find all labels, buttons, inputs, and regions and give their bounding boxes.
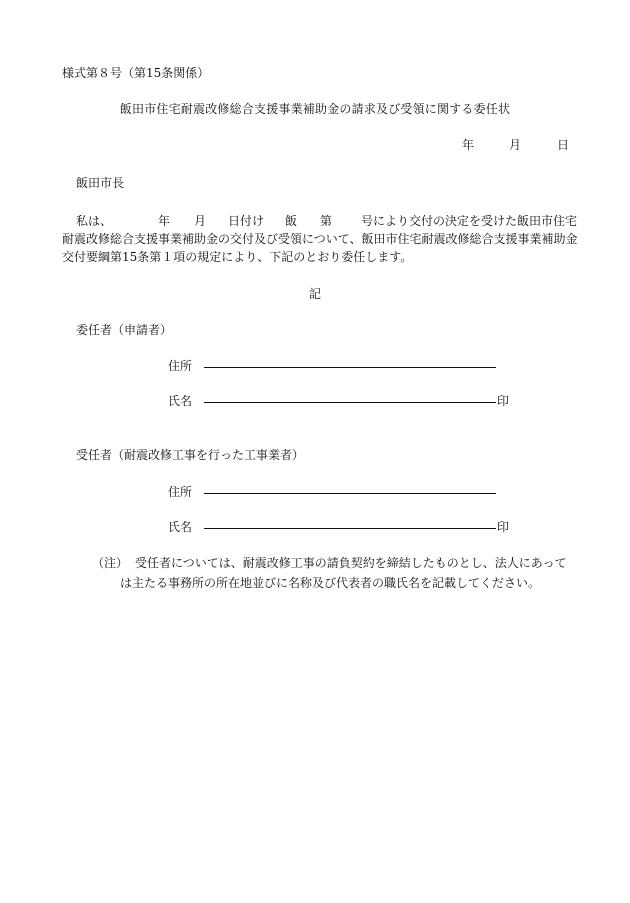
body-dated: 日付け (228, 214, 265, 228)
note-line-2: は主たる事務所の所在地並びに名称及び代表者の職氏名を記載してください。 (120, 576, 541, 590)
delegator-name-label: 氏名 (168, 394, 193, 408)
date-month-label: 月 (509, 138, 522, 152)
delegate-heading: 受任者（耐震改修工事を行った工事業者） (76, 448, 305, 462)
delegate-address-label: 住所 (168, 485, 193, 499)
body-dai: 第 (320, 214, 333, 228)
ki-heading: 記 (308, 287, 321, 301)
delegator-name-field[interactable] (204, 402, 496, 403)
delegate-address-field[interactable] (204, 493, 496, 494)
addressee: 飯田市長 (76, 176, 125, 190)
delegator-address-field[interactable] (204, 367, 496, 368)
form-number: 様式第８号（第15条関係） (62, 66, 210, 80)
delegate-name-field[interactable] (204, 528, 496, 529)
delegate-name-label: 氏名 (168, 520, 193, 534)
note-tag: （注） (92, 556, 129, 570)
body-watashi: 私は、 (76, 214, 113, 228)
delegator-seal-mark: 印 (497, 394, 510, 408)
date-year-label: 年 (462, 138, 475, 152)
body-line-1 (62, 212, 578, 228)
delegator-heading: 委任者（申請者） (76, 323, 173, 337)
delegator-address-label: 住所 (168, 359, 193, 373)
body-year: 年 (158, 214, 171, 228)
body-ii: 飯 (285, 214, 298, 228)
body-line1-rest: 号により交付の決定を受けた飯田市住宅 (361, 214, 578, 228)
note-line-1: 受任者については、耐震改修工事の請負契約を締結したものとし、法人にあって (135, 556, 567, 570)
body-line-2: 耐震改修総合支援事業補助金の交付及び受領について、飯田市住宅耐震改修総合支援事業補助金 (62, 232, 578, 246)
document-title: 飯田市住宅耐震改修総合支援事業補助金の請求及び受領に関する委任状 (119, 102, 511, 116)
body-line-3: 交付要綱第15条第１項の規定により、下記のとおり委任します。 (62, 250, 413, 264)
body-month: 月 (194, 214, 207, 228)
delegate-seal-mark: 印 (497, 520, 510, 534)
date-day-label: 日 (557, 138, 570, 152)
